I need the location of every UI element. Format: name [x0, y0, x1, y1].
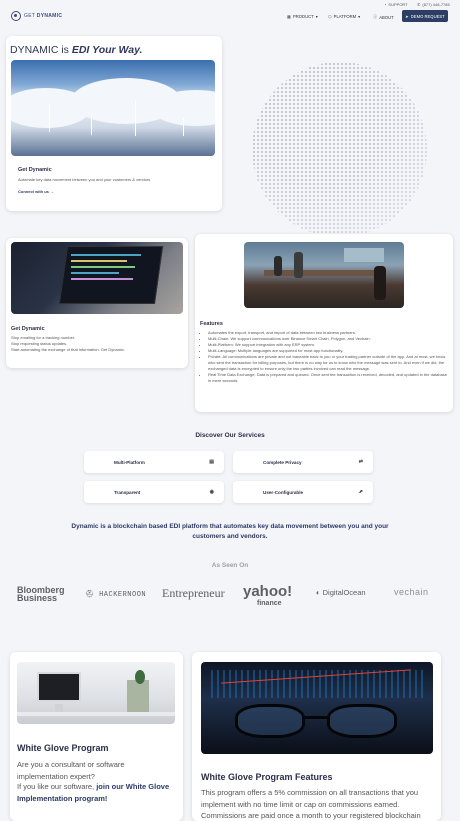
hero-title-prefix: DYNAMIC is: [10, 44, 69, 56]
white-glove-line-2: [17, 781, 177, 804]
info-icon: ⓘ: [373, 14, 378, 19]
hero-title-emphasis: EDI Your Way.: [71, 44, 143, 56]
as-seen-on-title: As Seen On: [211, 562, 249, 569]
services-title: Discover Our Services: [195, 432, 265, 439]
nav-product[interactable]: [287, 14, 318, 19]
support-label: SUPPORT: [388, 2, 408, 7]
digitalocean-mark-icon: ◐: [316, 588, 321, 597]
white-glove-join-link[interactable]: join our White Glove Implementation program!: [17, 782, 170, 803]
digitalocean-logo[interactable]: [316, 588, 366, 597]
feature-item: • Automates the export, transport, and import of data between two business partners.: [208, 330, 448, 336]
bloomberg-logo[interactable]: [17, 586, 65, 602]
feature-item: • Private: All communications are private and not traceable back to you or your trading partner outside of the app. And at most, we know who sent the transaction for billing purposes, but there is no way for us to know who the message was sent to. And even if we did, the exchanged data is encrypted to ensure only the two parties involved can read the message.: [208, 354, 448, 372]
service-multi-platform[interactable]: [84, 451, 224, 473]
service-label: Transparent: [114, 489, 141, 495]
vechain-logo[interactable]: vechain: [394, 587, 429, 597]
support-icon: ◔: [384, 2, 387, 7]
demo-request-label: DEMO REQUEST: [410, 13, 445, 19]
white-glove-line-1: Are you a consultant or software implementation expert?: [17, 760, 125, 781]
server-icon: ▤: [209, 459, 214, 465]
platform-icon: ⬡: [328, 14, 332, 19]
phone-number: (877) 448-7785: [422, 2, 450, 7]
get-dynamic-line-1: Stop emailing for a tracking number.: [11, 335, 76, 340]
service-user-configurable[interactable]: [233, 481, 373, 503]
hero-card-heading: Get Dynamic: [18, 167, 52, 173]
phone-link[interactable]: [417, 2, 450, 7]
workspace-image: [17, 662, 175, 724]
nav-about[interactable]: [373, 14, 394, 20]
hackernoon-helmet-icon: ⛑: [85, 591, 95, 599]
get-dynamic-line-2: Stop requesting status updates.: [11, 341, 68, 346]
yahoo-logo-line-2: finance: [257, 600, 282, 607]
chevron-down-icon: ▾: [315, 14, 318, 19]
feature-item: • Multi-Language: Multiple languages are supported for most app functionality.: [208, 348, 448, 354]
wind-turbines-image: [11, 60, 215, 156]
hero-card-text: Automate key data movement between you and your customers & vendors: [18, 177, 151, 182]
arrow-right-icon: →: [50, 189, 55, 194]
logo-mark-icon: [11, 11, 21, 21]
white-glove-line-2-prefix: If you like our software,: [17, 782, 95, 791]
laptop-code-image: [11, 242, 183, 314]
product-icon: ▦: [287, 14, 291, 19]
chart-icon: ⬈: [358, 489, 363, 495]
logo[interactable]: [11, 11, 62, 21]
glasses-trading-image: [201, 662, 433, 754]
service-transparent[interactable]: [84, 481, 224, 503]
entrepreneur-logo[interactable]: Entrepreneur: [162, 586, 225, 600]
digitalocean-logo-text: DigitalOcean: [322, 588, 366, 597]
service-label: Complete Privacy: [263, 459, 302, 465]
nav-platform-label: PLATFORM: [333, 14, 357, 19]
feature-item: • Multi-Chain: We support communications over Binance Smart Chain, Polygon, and Vechain.: [208, 336, 448, 342]
eye-icon: ◉: [209, 489, 214, 495]
exchange-icon: ⇄: [358, 459, 363, 465]
chevron-down-icon: ▾: [358, 14, 361, 19]
yahoo-logo-line-1: yahoo!: [243, 583, 293, 600]
office-team-image: [244, 242, 404, 308]
yahoo-finance-logo[interactable]: [243, 583, 293, 610]
connect-link-label: Connect with us: [18, 189, 49, 194]
features-heading: Features: [200, 321, 223, 327]
feature-item: • Real Time Data Exchange: Data is prepared and queued. Once sent the transaction is received, decoded, and updated in the database in mere seconds.: [208, 372, 448, 384]
connect-link[interactable]: [18, 189, 54, 195]
features-list: [208, 330, 448, 384]
dotted-globe-graphic: [252, 62, 427, 237]
feature-item: • Multi-Platform: We support integration with any ERP system.: [208, 342, 448, 348]
hackernoon-logo[interactable]: [85, 590, 146, 599]
service-complete-privacy[interactable]: [233, 451, 373, 473]
hackernoon-logo-text: HACKERNOON: [99, 591, 147, 599]
white-glove-features-title: White Glove Program Features: [201, 772, 333, 782]
nav-about-label: ABOUT: [379, 14, 394, 20]
white-glove-title: White Glove Program: [17, 743, 109, 753]
get-dynamic-line-3: Start automating the exchange of that information. Get Dynamic.: [11, 347, 126, 352]
bloomberg-logo-line-1: Bloomberg: [17, 585, 65, 595]
top-bar: [0, 0, 460, 28]
send-icon: ➤: [405, 13, 409, 19]
phone-icon: ✆: [417, 2, 421, 7]
get-dynamic-heading: Get Dynamic: [11, 326, 45, 332]
white-glove-features-text: This program offers a 5% commission on all transactions that you implement with no time limit or cap on commissions earned. Commissions are paid once a month to your registered blockchain: [201, 788, 421, 820]
bloomberg-logo-line-2: Business: [17, 593, 58, 603]
support-link[interactable]: [384, 2, 408, 7]
nav-platform[interactable]: [328, 14, 360, 19]
logo-prefix: GET: [24, 13, 36, 19]
tagline: Dynamic is a blockchain based EDI platform that automates key data movement between you and your customers and vendors.: [71, 523, 389, 540]
service-label: Multi-Platform: [114, 459, 145, 465]
service-label: User-Configurable: [263, 489, 304, 495]
hero-title: [10, 44, 142, 56]
demo-request-button[interactable]: [402, 10, 448, 22]
logo-name: DYNAMIC: [36, 13, 63, 19]
nav-product-label: PRODUCT: [292, 14, 314, 19]
